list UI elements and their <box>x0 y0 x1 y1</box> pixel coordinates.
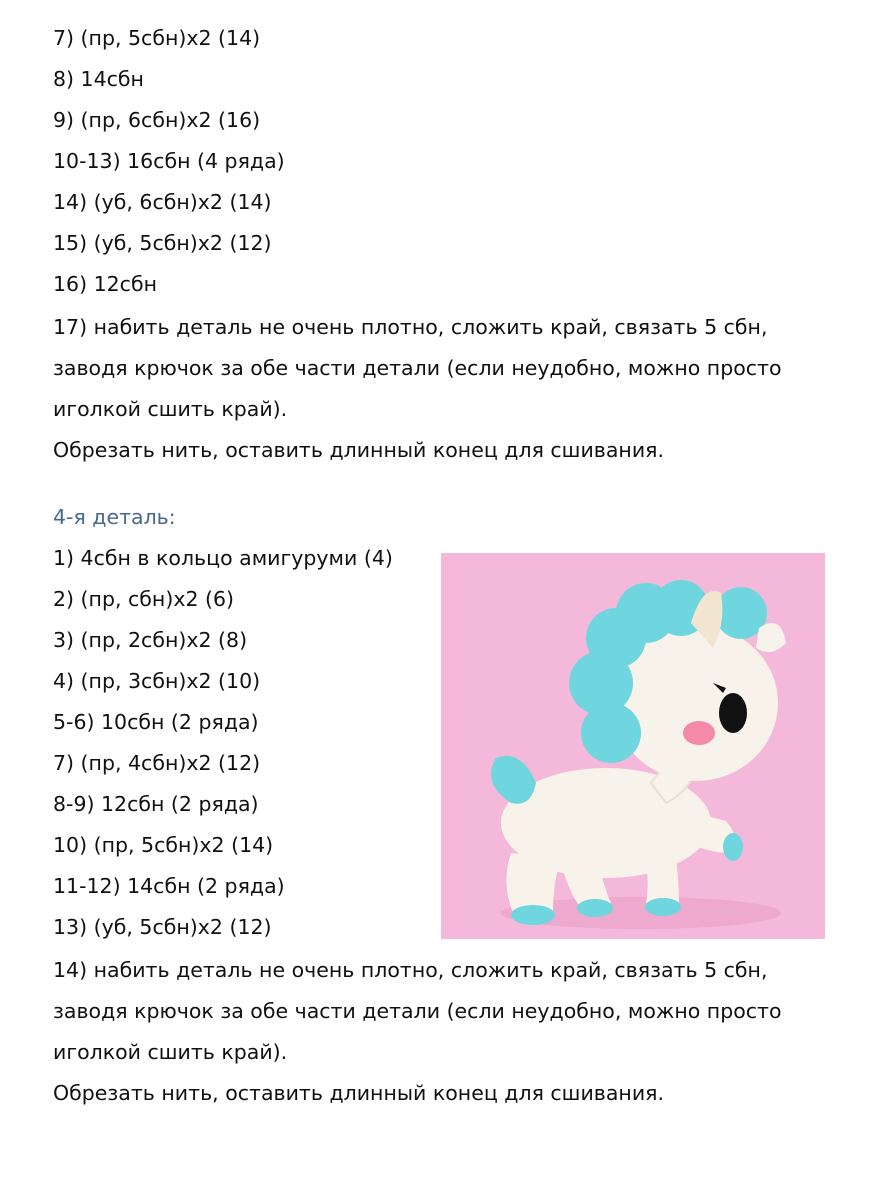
list-item: 10) (пр, 5сбн)х2 (14) <box>53 833 274 857</box>
section-heading: 4-я деталь: <box>53 505 176 529</box>
front-hoof-2 <box>645 898 681 916</box>
list-item: заводя крючок за обе части детали (если неудобно, можно просто <box>53 356 782 380</box>
list-item: 7) (пр, 4сбн)х2 (12) <box>53 751 261 775</box>
eye <box>719 693 747 733</box>
back-hoof-2 <box>577 899 613 917</box>
list-item: иголкой сшить край). <box>53 1040 288 1064</box>
list-item: Обрезать нить, оставить длинный конец для сшивания. <box>53 1081 664 1105</box>
list-item: 1) 4сбн в кольцо амигуруми (4) <box>53 546 393 570</box>
list-item: заводя крючок за обе части детали (если неудобно, можно просто <box>53 999 782 1023</box>
list-item: 3) (пр, 2сбн)х2 (8) <box>53 628 248 652</box>
list-item: 7) (пр, 5сбн)х2 (14) <box>53 26 261 50</box>
list-item: 8) 14сбн <box>53 67 144 91</box>
list-item: 4) (пр, 3сбн)х2 (10) <box>53 669 261 693</box>
list-item: 15) (уб, 5сбн)х2 (12) <box>53 231 272 255</box>
list-item: 8-9) 12сбн (2 ряда) <box>53 792 259 816</box>
mane-puff <box>581 703 641 763</box>
back-hoof <box>511 905 555 925</box>
list-item: 9) (пр, 6сбн)х2 (16) <box>53 108 261 132</box>
list-item: 16) 12сбн <box>53 272 158 296</box>
list-item: 5-6) 10сбн (2 ряда) <box>53 710 259 734</box>
list-item: 2) (пр, сбн)х2 (6) <box>53 587 235 611</box>
unicorn-photo <box>441 553 825 939</box>
list-item: 10-13) 16сбн (4 ряда) <box>53 149 285 173</box>
list-item: 11-12) 14сбн (2 ряда) <box>53 874 285 898</box>
cheek <box>683 721 715 745</box>
list-item: 13) (уб, 5сбн)х2 (12) <box>53 915 272 939</box>
front-hoof <box>723 833 743 861</box>
list-item: 17) набить деталь не очень плотно, сложить край, связать 5 сбн, <box>53 315 768 339</box>
list-item: иголкой сшить край). <box>53 397 288 421</box>
list-item: 14) (уб, 6сбн)х2 (14) <box>53 190 272 214</box>
list-item: 14) набить деталь не очень плотно, сложить край, связать 5 сбн, <box>53 958 768 982</box>
list-item: Обрезать нить, оставить длинный конец для сшивания. <box>53 438 664 462</box>
